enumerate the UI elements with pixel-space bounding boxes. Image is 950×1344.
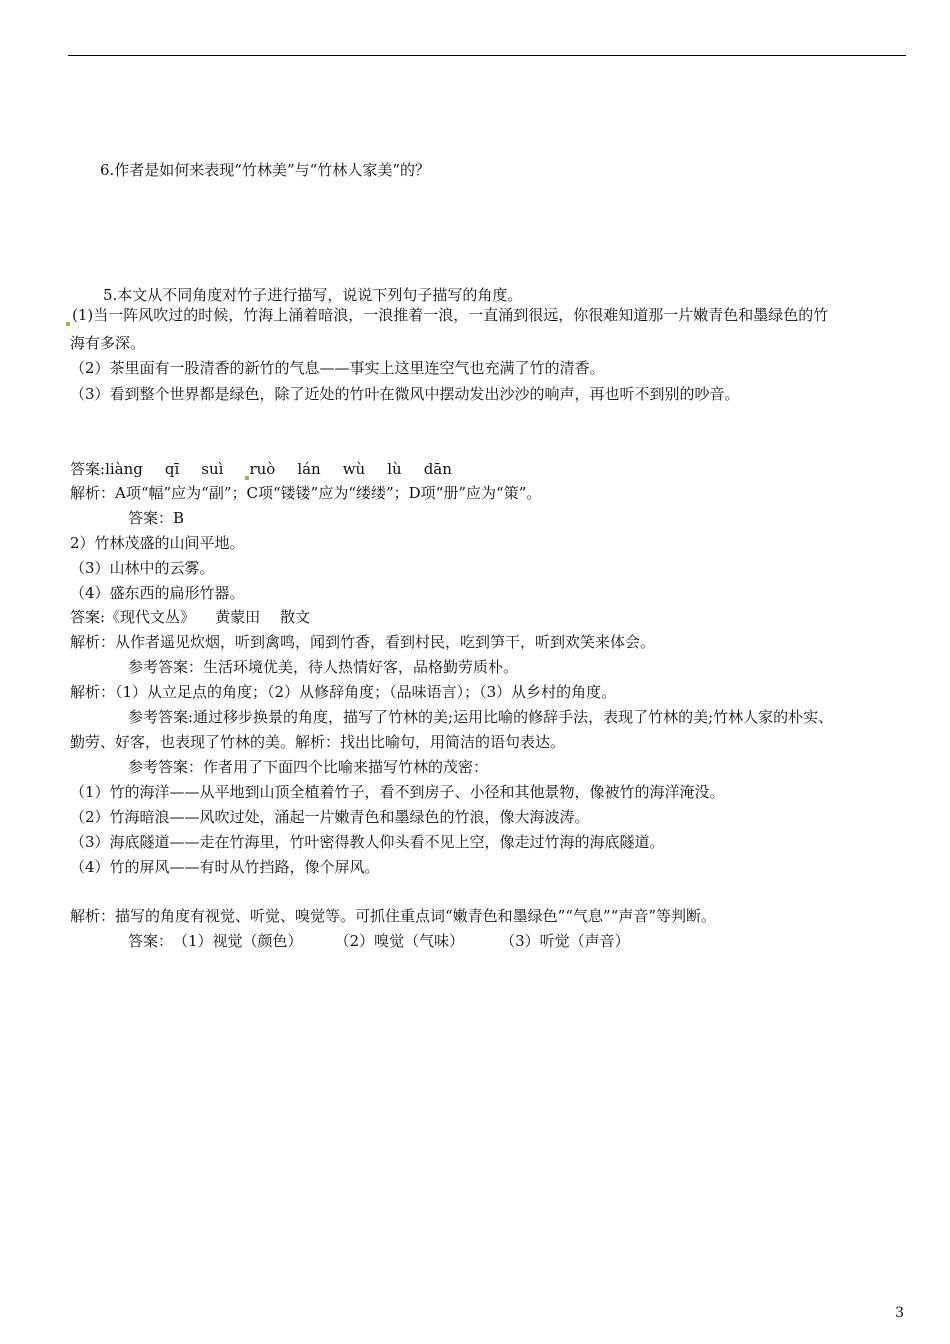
question-5: 5.本文从不同角度对竹子进行描写，说说下列句子描写的角度。 (103, 286, 523, 304)
analysis-1: 解析：A项“幅”应为“副”；C项“镂镂”应为“缕缕”；D项“册”应为“策”。 (70, 484, 542, 502)
reference-answer-3: 参考答案：作者用了下面四个比喻来描写竹林的茂密： (128, 758, 489, 776)
reference-answer-2-cont: 勤劳、好客，也表现了竹林的美。解析：找出比喻句，用简洁的语句表达。 (70, 733, 566, 751)
vocab-3: （3）山林中的云雾。 (70, 559, 215, 577)
metaphor-1: （1）竹的海洋——从平地到山顶全植着竹子，看不到房子、小径和其他景物，像被竹的海洋淹没。 (70, 783, 725, 801)
metaphor-2: （2）竹海暗浪——风吹过处，涌起一片嫩青色和墨绿色的竹浪，像大海波涛。 (70, 808, 590, 826)
reference-answer-2: 参考答案:通过移步换景的角度，描写了竹林的美;运用比喻的修辞手法，表现了竹林的美;竹林人家的朴实、 (128, 708, 834, 726)
answer-b: 答案：B (128, 509, 185, 527)
q5-item-1: (1)当一阵风吹过的时候，竹海上涌着暗浪，一浪推着一浪，一直涌到很远，你很难知道那一片嫩青色和墨绿色的竹 (66, 305, 828, 326)
reference-answer-1: 参考答案：生活环境优美，待人热情好客，品格勤劳质朴。 (128, 658, 519, 676)
answer-book: 答案:《现代文丛》 黄蒙田 散文 (70, 608, 311, 626)
metaphor-3: （3）海底隧道——走在竹海里，竹叶密得教人仰头看不见上空，像走过竹海的海底隧道。 (70, 833, 665, 851)
question-6: 6.作者是如何来表现“竹林美”与“竹林人家美”的？ (100, 161, 430, 179)
analysis-4: 解析：描写的角度有视觉、听觉、嗅觉等。可抓住重点词“嫩青色和墨绿色”“气息”“声音”等判断。 (70, 907, 717, 925)
q5-item-1-cont: 海有多深。 (70, 334, 146, 352)
q5-item-3: （3）看到整个世界都是绿色，除了近处的竹叶在微风中摆动发出沙沙的响声，再也听不到别的吵音。 (70, 385, 740, 403)
final-answer: 答案：（1）视觉（颜色） （2）嗅觉（气味） （3）听觉（声音） (128, 932, 630, 950)
metaphor-4: （4）竹的屏风——有时从竹挡路，像个屏风。 (70, 858, 380, 876)
vocab-2: 2）竹林茂盛的山间平地。 (70, 534, 245, 552)
vocab-4: （4）盛东西的扁形竹器。 (70, 584, 245, 602)
q5-item-2: （2）茶里面有一股清香的新竹的气息——事实上这里连空气也充满了竹的清香。 (70, 359, 605, 377)
edit-marker-icon (66, 322, 70, 326)
page-number: 3 (895, 1305, 904, 1321)
answer-pinyin: 答案:liàng qī suì ruò lán wù lù dān (70, 460, 452, 478)
header-rule (68, 55, 906, 56)
analysis-3: 解析：（1）从立足点的角度；（2）从修辞角度；（品味语言）；（3）从乡村的角度。 (70, 683, 617, 701)
analysis-2: 解析：从作者遥见炊烟，听到禽鸣，闻到竹香，看到村民，吃到笋干，听到欢笑来体会。 (70, 633, 656, 651)
